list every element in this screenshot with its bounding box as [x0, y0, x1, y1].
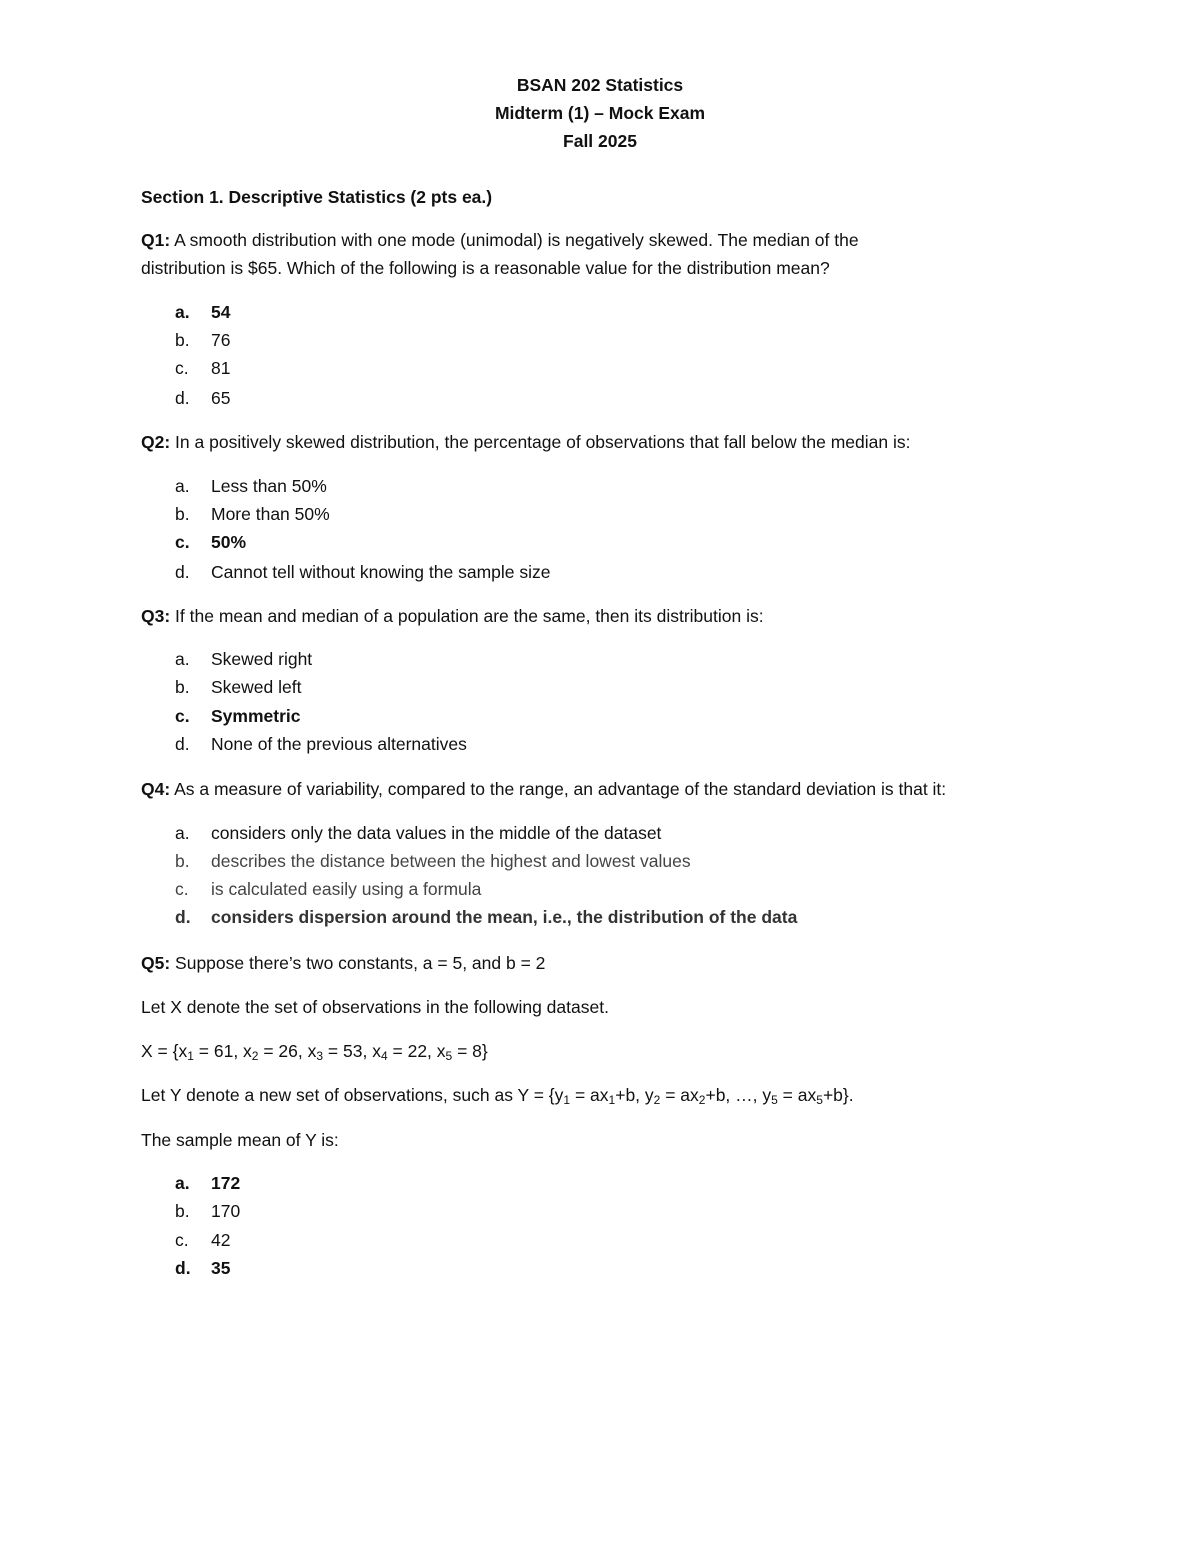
subscript: 2 — [251, 1049, 259, 1063]
q2-label: Q2: — [141, 432, 171, 452]
option-text: Symmetric — [211, 706, 301, 726]
q2-option-c — [0, 532, 1200, 556]
subscript: 3 — [316, 1049, 324, 1063]
y-set-part: = ax — [777, 1085, 817, 1105]
q3-label: Q3: — [141, 606, 171, 626]
option-text: 54 — [211, 302, 231, 322]
q1-label: Q1: — [141, 230, 171, 250]
option-letter: a. — [175, 823, 190, 843]
option-text: Skewed right — [211, 649, 313, 669]
q3-option-d — [0, 734, 1200, 758]
q2-text: In a positively skewed distribution, the percentage of observations that fall below the median is: — [170, 432, 911, 452]
x-set-prefix: X = {x — [141, 1041, 188, 1061]
q4-label: Q4: — [141, 779, 171, 799]
option-text: 35 — [211, 1258, 231, 1278]
subscript: 5 — [445, 1049, 453, 1063]
x-set-part: = 61, x — [193, 1041, 252, 1061]
q4-option-b — [0, 851, 1200, 875]
option-letter: c. — [175, 706, 190, 726]
option-letter: c. — [175, 532, 190, 552]
option-text: Skewed left — [211, 677, 302, 697]
q5-y-definition — [141, 1085, 854, 1106]
y-set-part: = ax — [660, 1085, 699, 1105]
q1-option-a — [0, 302, 1200, 326]
q3-option-b — [0, 677, 1200, 701]
option-letter: d. — [175, 562, 190, 582]
subscript: 5 — [816, 1093, 823, 1107]
q5-text: Suppose there’s two constants, a = 5, and b = 2 — [170, 953, 546, 973]
option-letter: c. — [175, 879, 189, 899]
subscript: 4 — [380, 1049, 388, 1063]
option-text: 42 — [211, 1230, 231, 1250]
option-letter: a. — [175, 302, 190, 322]
q2-option-d — [0, 562, 1200, 586]
subscript: 2 — [698, 1093, 706, 1107]
q5-option-b — [0, 1201, 1200, 1225]
option-letter: d. — [175, 734, 190, 754]
option-letter: b. — [175, 504, 190, 524]
q2-stem — [141, 432, 910, 453]
q5-option-c — [0, 1230, 1200, 1254]
option-letter: b. — [175, 1201, 190, 1221]
y-set-prefix: Let Y denote a new set of observations, such as Y = {y — [141, 1085, 564, 1105]
x-set-part: = 8} — [452, 1041, 488, 1061]
q5-question: The sample mean of Y is: — [141, 1130, 339, 1150]
option-text: considers dispersion around the mean, i.e., the distribution of the data — [211, 907, 798, 927]
option-text: describes the distance between the highest and lowest values — [211, 851, 691, 871]
x-set-part: = 22, x — [387, 1041, 446, 1061]
option-text: 65 — [211, 388, 231, 408]
option-letter: b. — [175, 330, 190, 350]
q5-option-d — [0, 1258, 1200, 1282]
option-text: Cannot tell without knowing the sample size — [211, 562, 551, 582]
q1-option-d — [0, 388, 1200, 412]
q5-x-intro: Let X denote the set of observations in the following dataset. — [141, 997, 609, 1017]
option-text: Less than 50% — [211, 476, 327, 496]
q1-stem-line1 — [141, 230, 859, 251]
option-letter: a. — [175, 476, 190, 496]
x-set-part: = 53, x — [323, 1041, 381, 1061]
y-set-part: = ax — [570, 1085, 609, 1105]
option-text: 81 — [211, 358, 231, 378]
subscript: 5 — [771, 1093, 778, 1107]
option-letter: d. — [175, 388, 190, 408]
q3-text: If the mean and median of a population are the same, then its distribution is: — [170, 606, 764, 626]
y-set-part: +b}. — [822, 1085, 854, 1105]
subscript: 1 — [563, 1093, 571, 1107]
q4-option-c — [0, 879, 1200, 903]
q5-label: Q5: — [141, 953, 171, 973]
option-letter: b. — [175, 677, 190, 697]
option-text: 76 — [211, 330, 231, 350]
q3-option-c — [0, 706, 1200, 730]
q1-stem-line2: distribution is $65. Which of the following is a reasonable value for the distribution mean? — [141, 258, 830, 278]
q3-stem — [141, 606, 764, 627]
q4-stem — [141, 779, 946, 800]
option-text: 170 — [211, 1201, 241, 1221]
q5-option-a — [0, 1173, 1200, 1197]
option-text: 172 — [211, 1173, 241, 1193]
q2-option-b — [0, 504, 1200, 528]
option-text: None of the previous alternatives — [211, 734, 467, 754]
option-text: considers only the data values in the middle of the dataset — [211, 823, 662, 843]
subscript: 1 — [187, 1049, 194, 1063]
option-text: More than 50% — [211, 504, 330, 524]
option-text: is calculated easily using a formula — [211, 879, 482, 899]
subscript: 2 — [653, 1093, 661, 1107]
option-letter: a. — [175, 1173, 190, 1193]
q1-option-b — [0, 330, 1200, 354]
option-letter: c. — [175, 358, 189, 378]
exam-title: Midterm (1) – Mock Exam — [494, 103, 706, 123]
q5-x-set — [141, 1041, 488, 1062]
q1-option-c — [0, 358, 1200, 382]
q5-stem — [141, 953, 545, 974]
option-letter: d. — [175, 1258, 191, 1278]
q1-text-1: A smooth distribution with one mode (unimodal) is negatively skewed. The median of the — [170, 230, 859, 250]
q4-text: As a measure of variability, compared to the range, an advantage of the standard deviation is that it: — [170, 779, 947, 799]
option-letter: c. — [175, 1230, 189, 1250]
y-set-part: +b, …, y — [705, 1085, 772, 1105]
exam-term: Fall 2025 — [563, 131, 637, 151]
y-set-part: +b, y — [615, 1085, 654, 1105]
q4-option-d — [0, 907, 1200, 931]
q2-option-a — [0, 476, 1200, 500]
section-title: Section 1. Descriptive Statistics (2 pts ea.) — [141, 187, 493, 207]
subscript: 1 — [608, 1093, 616, 1107]
q3-option-a — [0, 649, 1200, 673]
option-text: 50% — [211, 532, 247, 552]
option-letter: d. — [175, 907, 191, 927]
option-letter: b. — [175, 851, 190, 871]
x-set-part: = 26, x — [258, 1041, 317, 1061]
q4-option-a — [0, 823, 1200, 847]
option-letter: a. — [175, 649, 190, 669]
course-title: BSAN 202 Statistics — [516, 75, 684, 95]
